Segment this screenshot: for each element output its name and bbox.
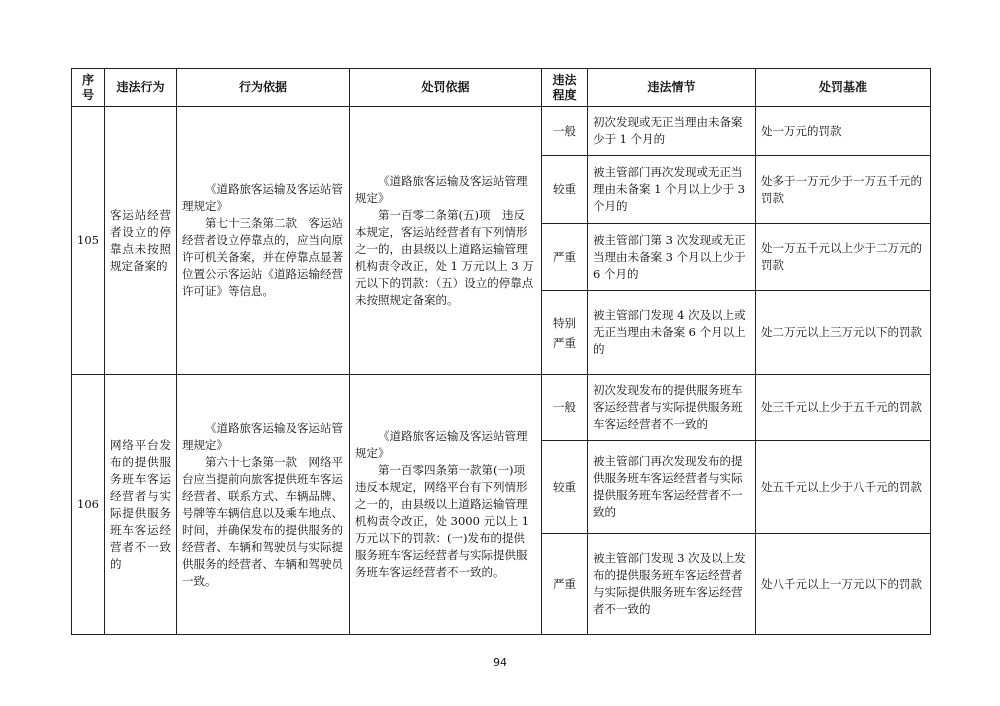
- level-situation: 被主管部门第 3 次发现或无正当理由未备案 3 个月以上少于 6 个月的: [588, 224, 756, 291]
- level-degree: 较重: [542, 156, 588, 224]
- penalty-title: 《道路旅客运输及客运站管理规定》: [355, 429, 528, 460]
- header-row: [72, 69, 931, 107]
- header-degree: 违法程度: [542, 69, 588, 107]
- basis-title: 《道路旅客运输及客运站管理规定》: [182, 420, 343, 452]
- level-degree: 一般: [542, 375, 588, 441]
- row-penalty-basis: [350, 375, 542, 635]
- level-situation: 初次发现发布的提供服务班车客运经营者与实际提供服务班车客运经营者不一致的: [588, 375, 756, 441]
- level-degree: 较重: [542, 441, 588, 534]
- basis-title: 《道路旅客运输及客运站管理规定》: [182, 182, 343, 213]
- row-seq: 105: [72, 107, 105, 375]
- table-row: [72, 107, 931, 156]
- level-standard: 处三千元以上少于五千元的罚款: [756, 375, 931, 441]
- level-degree: 严重: [542, 534, 588, 635]
- header-penalty-basis: 处罚依据: [350, 69, 542, 107]
- level-standard: 处五千元以上少于八千元的罚款: [756, 441, 931, 534]
- penalty-text: 第一百零四条第一款第(一)项 违反本规定，网络平台有下列情形之一的，由县级以上道路运输管理机构责令改正，处 3000 元以上 1 万元以下的罚款：(一)发布的提供服务班车客运经营者与实际提供服务班车客运经营者不一致的。: [355, 463, 537, 579]
- level-standard: 处八千元以上一万元以下的罚款: [756, 534, 931, 635]
- row-violation: 网络平台发布的提供服务班车客运经营者与实际提供服务班车客运经营者不一致的: [105, 375, 177, 635]
- header-basis: 行为依据: [177, 69, 350, 107]
- row-behavior-basis: [177, 107, 350, 375]
- level-standard: 处多于一万元少于一万五千元的罚款: [756, 156, 931, 224]
- level-degree: 一般: [542, 107, 588, 156]
- header-act: 违法行为: [105, 69, 177, 107]
- level-situation: 被主管部门发现 3 次及以上发布的提供服务班车客运经营者与实际提供服务班车客运经营者不一致的: [588, 534, 756, 635]
- level-degree: [542, 291, 588, 375]
- header-seq: 序号: [72, 69, 105, 107]
- header-standard: 处罚基准: [756, 69, 931, 107]
- row-seq: 106: [72, 375, 105, 635]
- row-behavior-basis: [177, 375, 350, 635]
- level-situation: 初次发现或无正当理由未备案少于 1 个月的: [588, 107, 756, 156]
- level-situation: 被主管部门再次发现发布的提供服务班车客运经营者与实际提供服务班车客运经营者不一致的: [588, 441, 756, 534]
- basis-text: 第七十三条第二款 客运站经营者设立停靠点的，应当向原许可机关备案，并在停靠点显著位置公示客运站《道路运输经营许可证》等信息。: [182, 216, 343, 298]
- header-situation: 违法情节: [588, 69, 756, 107]
- level-standard: 处二万元以上三万元以下的罚款: [756, 291, 931, 375]
- penalty-table: [71, 68, 931, 635]
- level-degree: 严重: [542, 224, 588, 291]
- page-number: 94: [493, 656, 507, 669]
- basis-text: 第六十七条第一款 网络平台应当提前向旅客提供班车客运经营者、联系方式、车辆品牌、号牌等车辆信息以及乘车地点、时间，并确保发布的提供服务的经营者、车辆和驾驶员与实际提供服务的经营者、车辆和驾驶员一致。: [182, 454, 343, 588]
- level-standard: 处一万元的罚款: [756, 107, 931, 156]
- level-situation: 被主管部门发现 4 次及以上或无正当理由未备案 6 个月以上的: [588, 291, 756, 375]
- row-violation: 客运站经营者设立的停靠点未按照规定备案的: [105, 107, 177, 375]
- level-standard: 处一万五千元以上少于二万元的罚款: [756, 224, 931, 291]
- table-row: [72, 375, 931, 441]
- row-penalty-basis: [350, 107, 542, 375]
- degree-text: 特别严重: [553, 315, 576, 350]
- penalty-title: 《道路旅客运输及客运站管理规定》: [355, 173, 528, 205]
- penalty-text: 第一百零二条第(五)项 违反本规定，客运站经营者有下列情形之一的，由县级以上道路运输管理机构责令改正，处 1 万元以上 3 万元以下的罚款：（五）设立的停靠点未按照规定备案的。: [355, 207, 534, 307]
- level-situation: 被主管部门再次发现或无正当理由未备案 1 个月以上少于 3 个月的: [588, 156, 756, 224]
